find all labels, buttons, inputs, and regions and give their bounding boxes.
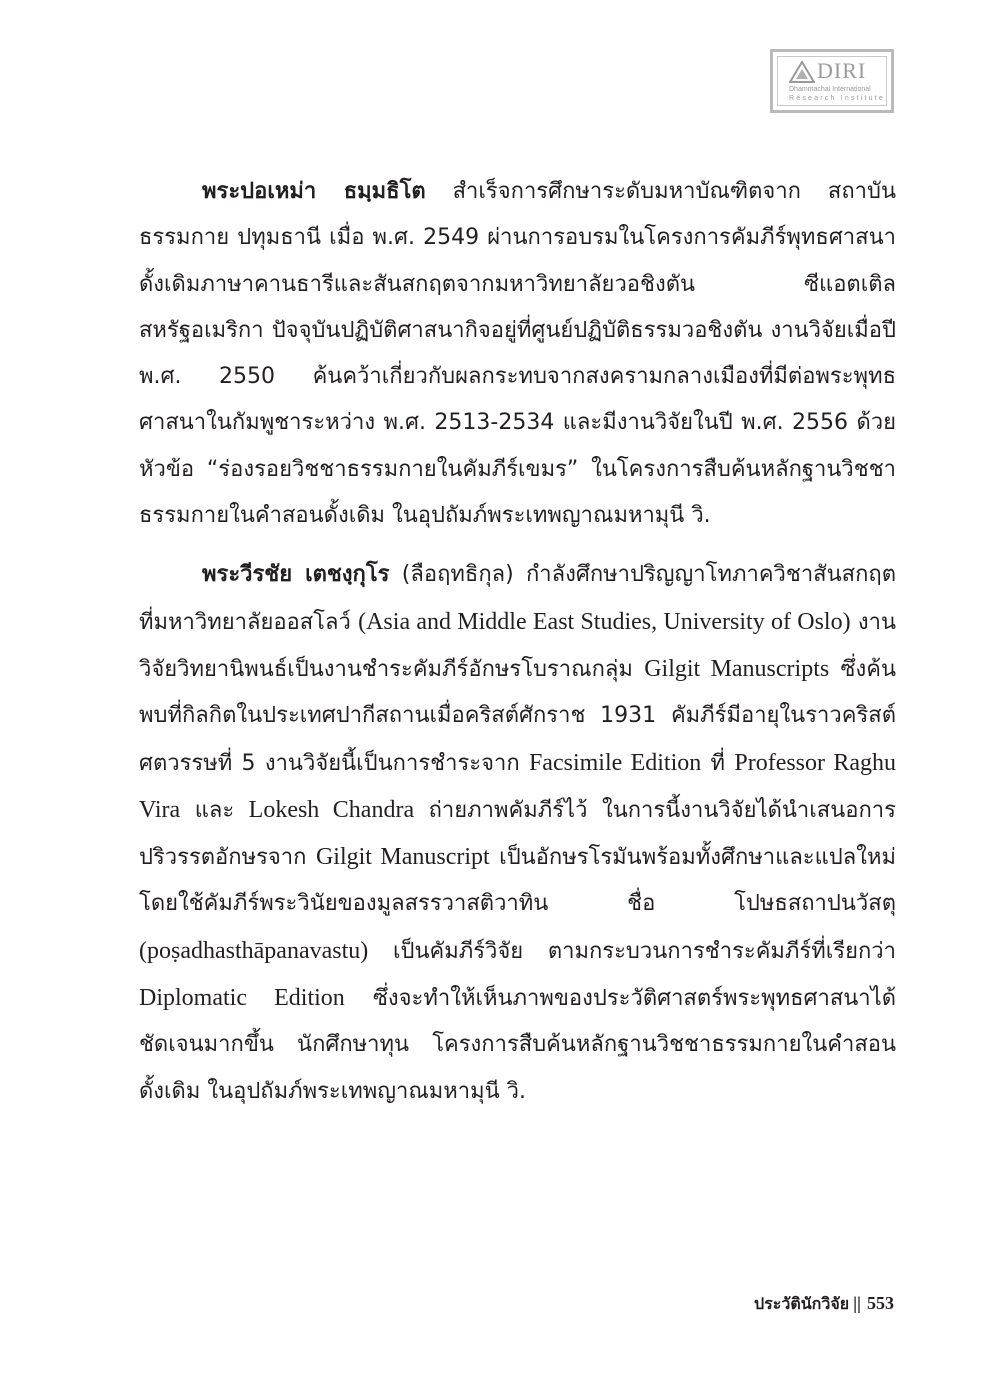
- researcher-bios: [139, 169, 896, 1115]
- researcher-bio-paragraph: [139, 552, 896, 1115]
- researcher-name: พระปอเหม่า ธมฺมธิโต: [202, 179, 426, 204]
- page-number: 553: [867, 1293, 894, 1313]
- footer-separator: ||: [853, 1293, 861, 1313]
- bio-text: งานวิจัยวิทยานิพนธ์เป็นงานชำระคัมภีร์อักษรโบราณกลุ่ม: [139, 609, 896, 682]
- logo-brand: DIRI: [817, 58, 867, 83]
- page-footer: [754, 1293, 894, 1314]
- diri-logo: [770, 49, 894, 113]
- researcher-bio-paragraph: [139, 169, 896, 539]
- bio-text: ซึ่งค้นพบที่กิลกิตในประเทศปากีสถานเมื่อคริสต์ศักราช 1931 คัมภีร์มีอายุในราวคริสต์ศตวรรษที่ 5 งานวิจัยนี้เป็นการชำระจาก: [139, 656, 896, 776]
- logo-line-2: Research Institute: [789, 95, 886, 102]
- triangle-logo-icon: [789, 61, 815, 83]
- researcher-name: พระวีรชัย เตชงฺกุโร: [202, 562, 390, 588]
- bio-latin-text: Gilgit Manuscript: [315, 844, 490, 871]
- logo-line-1: Dhammachai International: [789, 86, 871, 93]
- bio-text: ที่: [701, 750, 735, 776]
- bio-latin-text: (Asia and Middle East Studies, University of Oslo): [358, 608, 851, 635]
- bio-text: ซึ่งจะทำให้เห็นภาพของประวัติศาสตร์พระพุทธศาสนาได้ชัดเจนมากขึ้น นักศึกษาทุน โครงการสืบค้นหลักฐานวิชชาธรรมกายในคำสอนดั้งเดิม ในอุปถัมภ์พระเทพญาณมหามุนี วิ.: [139, 986, 897, 1104]
- bio-latin-text: Gilgit Manuscripts: [644, 655, 830, 682]
- bio-text: และ: [180, 797, 249, 823]
- bio-latin-text: Lokesh Chandra: [248, 796, 415, 823]
- bio-latin-text: Diplomatic Edition: [139, 985, 345, 1012]
- bio-text: ถ่ายภาพคัมภีร์ไว้ ในการนี้งานวิจัยได้นำเสนอการปริวรรตอักษรจาก: [139, 797, 896, 871]
- bio-text: เป็นคัมภีร์วิจัย ตามกระบวนการชำระคัมภีร์ที่เรียกว่า: [368, 938, 896, 964]
- bio-latin-text: Professor Raghu Vira: [139, 749, 896, 823]
- bio-text: สำเร็จการศึกษาระดับมหาบัณฑิตจาก สถาบันธรรมกาย ปทุมธานี เมื่อ พ.ศ. 2549 ผ่านการอบรมในโครงการคัมภีร์พุทธศาสนาดั้งเดิมภาษาคานธารีและสันสกฤตจากมหาวิทยาลัยวอชิงตัน ซีแอตเติล สหรัฐอเมริกา ปัจจุบันปฏิบัติศาสนากิจอยู่ที่ศูนย์ปฏิบัติธรรมวอชิงตัน งานวิจัยเมื่อปี พ.ศ. 2550 ค้นคว้าเกี่ยวกับผลกระทบจากสงครามกลางเมืองที่มีต่อพระพุทธศาสนาในกัมพูชาระหว่าง พ.ศ. 2513-2534 และมีงานวิจัยในปี พ.ศ. 2556 ด้วยหัวข้อ “ร่องรอยวิชชาธรรมกายในคัมภีร์เขมร” ในโครงการสืบค้นหลักฐานวิชชาธรรมกายในคำสอนดั้งเดิม ในอุปถัมภ์พระเทพญาณมหามุนี วิ.: [139, 179, 896, 529]
- bio-text: เป็นอักษรโรมันพร้อมทั้งศึกษาและแปลใหม่ โดยใช้คัมภีร์พระวินัยของมูลสรรวาสติวาทิน ชื่อ โปษธสถาปนวัสตุ: [139, 845, 896, 917]
- bio-latin-text: (poṣadhasthāpanavastu): [139, 937, 369, 964]
- bio-latin-text: Facsimile Edition: [528, 749, 702, 776]
- bio-text: (ลือฤทธิกุล) กำลังศึกษาปริญญาโทภาควิชาสันสกฤต ที่มหาวิทยาลัยออสโลว์: [139, 562, 896, 635]
- footer-section-title: ประวัตินักวิจัย: [753, 1294, 850, 1313]
